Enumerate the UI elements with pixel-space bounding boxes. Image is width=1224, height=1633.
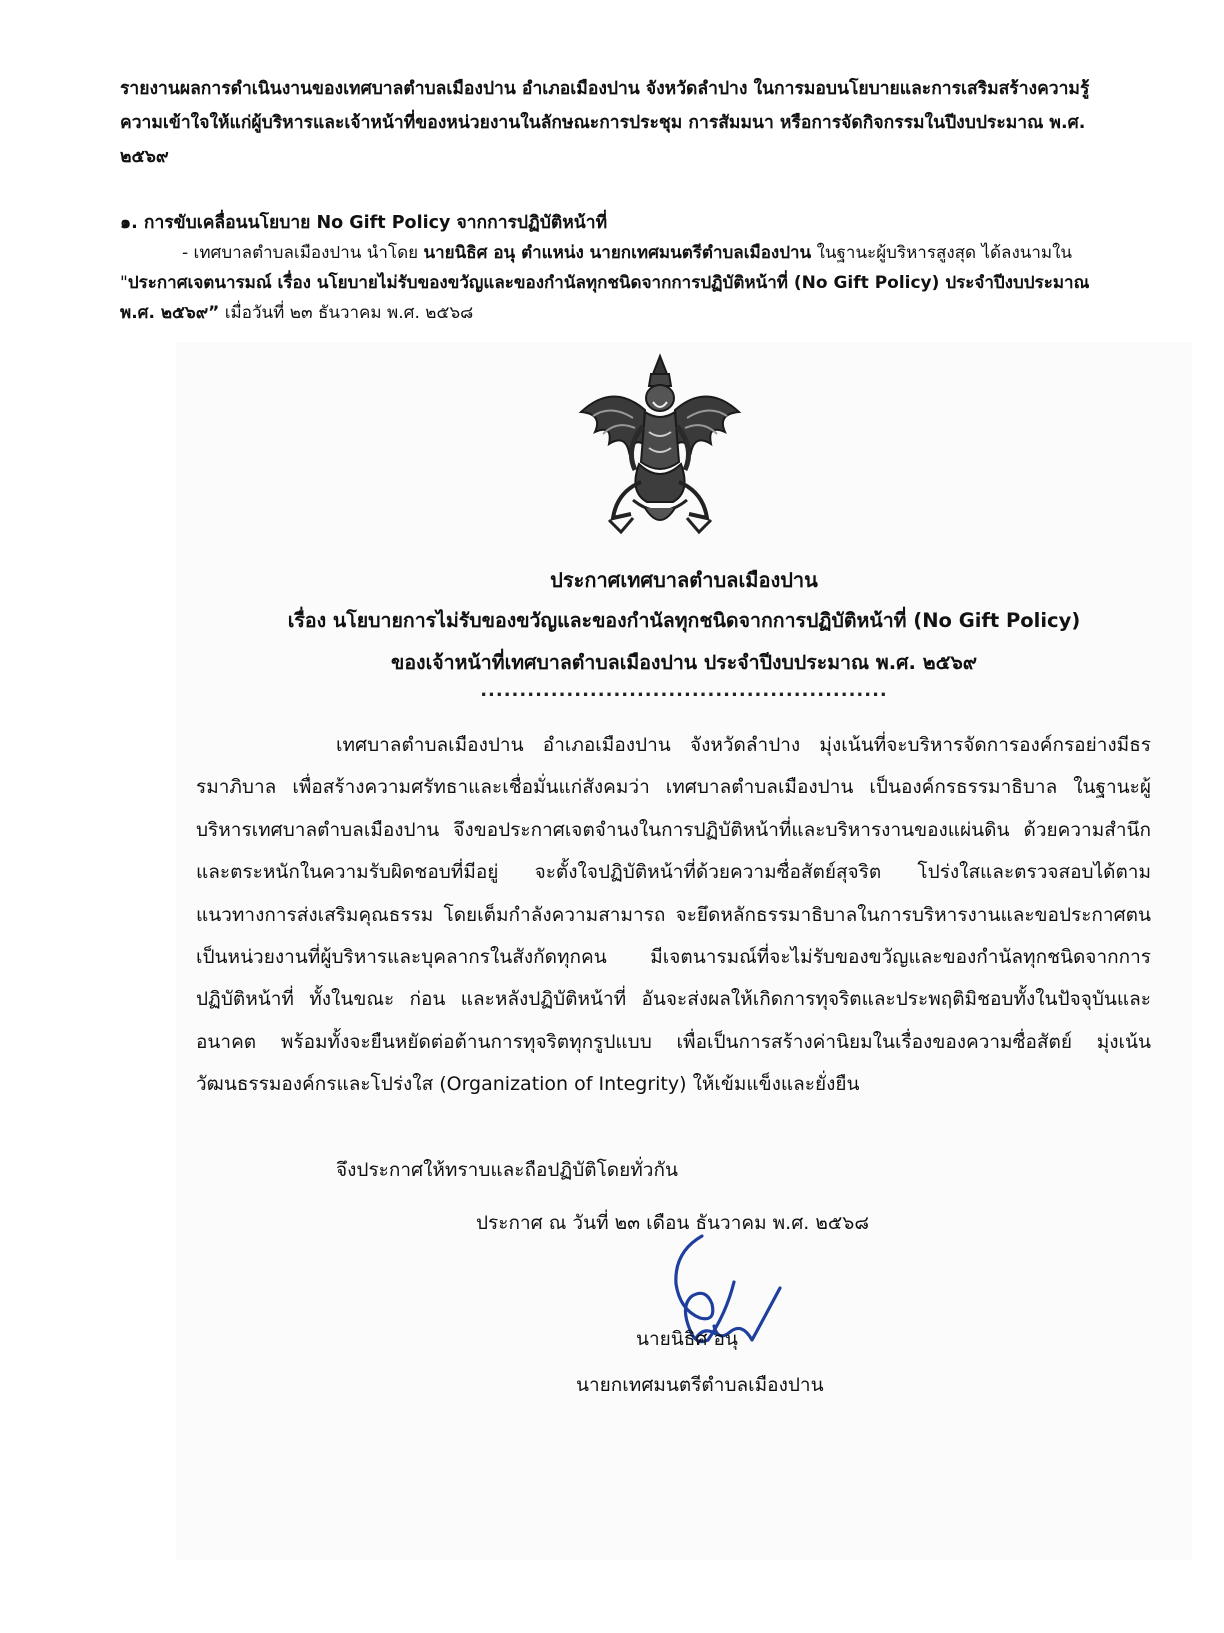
announcement-body — [196, 724, 1151, 1106]
announcement-date: ประกาศ ณ วันที่ ๒๓ เดือน ธันวาคม พ.ศ. ๒๕๖๘ — [476, 1212, 869, 1234]
mayor-name-position: นายนิธิศ อนุ ตำแหน่ง นายกเทศมนตรีตำบลเมืองปาน — [423, 243, 812, 263]
announcement-subject-line-1: เรื่อง นโยบายการไม่รับของขวัญและของกำนัลทุกชนิดจากการปฏิบัติหน้าที่ (No Gift Policy) — [287, 609, 1081, 632]
dotted-divider: .................................................... — [480, 680, 888, 701]
announcement-body-text: เทศบาลตำบลเมืองปาน อำเภอเมืองปาน จังหวัดลำปาง มุ่งเน้นที่จะบริหารจัดการองค์กรอย่างมีธรรมาภิบาล เพื่อสร้างความศรัทธาและเชื่อมั่นแก่สังคมว่า เทศบาลตำบลเมืองปาน เป็นองค์กรธรรมาธิบาล ในฐานะผู้บริหารเทศบาลตำบลเมืองปาน จึงขอประกาศเจตจำนงในการปฏิบัติหน้าที่และบริหารงานของแผ่นดิน ด้วยความสำนึกและตระหนักในความรับผิดชอบที่มีอยู่ จะตั้งใจปฏิบัติหน้าที่ด้วยความซื่อสัตย์สุจริต โปร่งใสและตรวจสอบได้ตามแนวทางการส่งเสริมคุณธรรม โดยเต็มกำลังความสามารถ จะยึดหลักธรรมาธิบาลในการบริหารงานและขอประกาศตนเป็นหน่วยงานที่ผู้บริหารและบุคลากรในสังกัดทุกคน มีเจตนารมณ์ที่จะไม่รับของขวัญและของกำนัลทุกชนิดจากการปฏิบัติหน้าที่ ทั้งในขณะ ก่อน และหลังปฏิบัติหน้าที่ อันจะส่งผลให้เกิดการทุจริตและประพฤติมิชอบทั้งในปัจจุบันและอนาคต พร้อมทั้งจะยืนหยัดต่อต้านการทุจริตทุกรูปแบบ เพื่อเป็นการสร้างค่านิยมในเรื่องของความซื่อสัตย์ มุ่งเน้นวัฒนธรรมองค์กรและโปร่งใส (Organization of Integrity) ให้เข้มแข็งและยั่งยืน — [196, 734, 1151, 1096]
garuda-emblem-icon — [573, 352, 748, 537]
announcement-closing: จึงประกาศให้ทราบและถือปฏิบัติโดยทั่วกัน — [336, 1159, 678, 1181]
section-body — [120, 238, 1114, 328]
signer-name: นายนิธิศ อนุ — [636, 1328, 738, 1350]
announcement-title: ประกาศเทศบาลตำบลเมืองปาน — [550, 568, 818, 592]
signer-title: นายกเทศมนตรีตำบลเมืองปาน — [576, 1374, 824, 1396]
section-body-text-3: เมื่อวันที่ ๒๓ ธันวาคม พ.ศ. ๒๕๖๘ — [219, 303, 474, 323]
scanned-announcement — [176, 342, 1192, 1560]
report-header: รายงานผลการดำเนินงานของเทศบาลตำบลเมืองปาน อำเภอเมืองปาน จังหวัดลำปาง ในการมอบนโยบายและการเสริมสร้างความรู้ความเข้าใจให้แก่ผู้บริหารและเจ้าหน้าที่ของหน่วยงานในลักษณะการประชุม การสัมมนา หรือการจัดกิจกรรมในปีงบประมาณ พ.ศ. ๒๕๖๙ — [120, 79, 1090, 167]
section-heading: ๑. การขับเคลื่อนนโยบาย No Gift Policy จากการปฏิบัติหน้าที่ — [120, 213, 608, 233]
announcement-reference-title: ประกาศเจตนารมณ์ เรื่อง นโยบายไม่รับของขวัญและของกำนัลทุกชนิดจากการปฏิบัติหน้าที่ (No Gift Policy) ประจำปีงบประมาณ พ.ศ. ๒๕๖๙” — [120, 273, 1090, 323]
announcement-subject-line-2: ของเจ้าหน้าที่เทศบาลตำบลเมืองปาน ประจำปีงบประมาณ พ.ศ. ๒๕๖๙ — [391, 651, 977, 674]
section-body-text-2: ในฐานะผู้บริหารสูงสุด ได้ลงนามใน " — [120, 243, 1073, 293]
section-body-text-1: - เทศบาลตำบลเมืองปาน นำโดย — [182, 243, 424, 263]
